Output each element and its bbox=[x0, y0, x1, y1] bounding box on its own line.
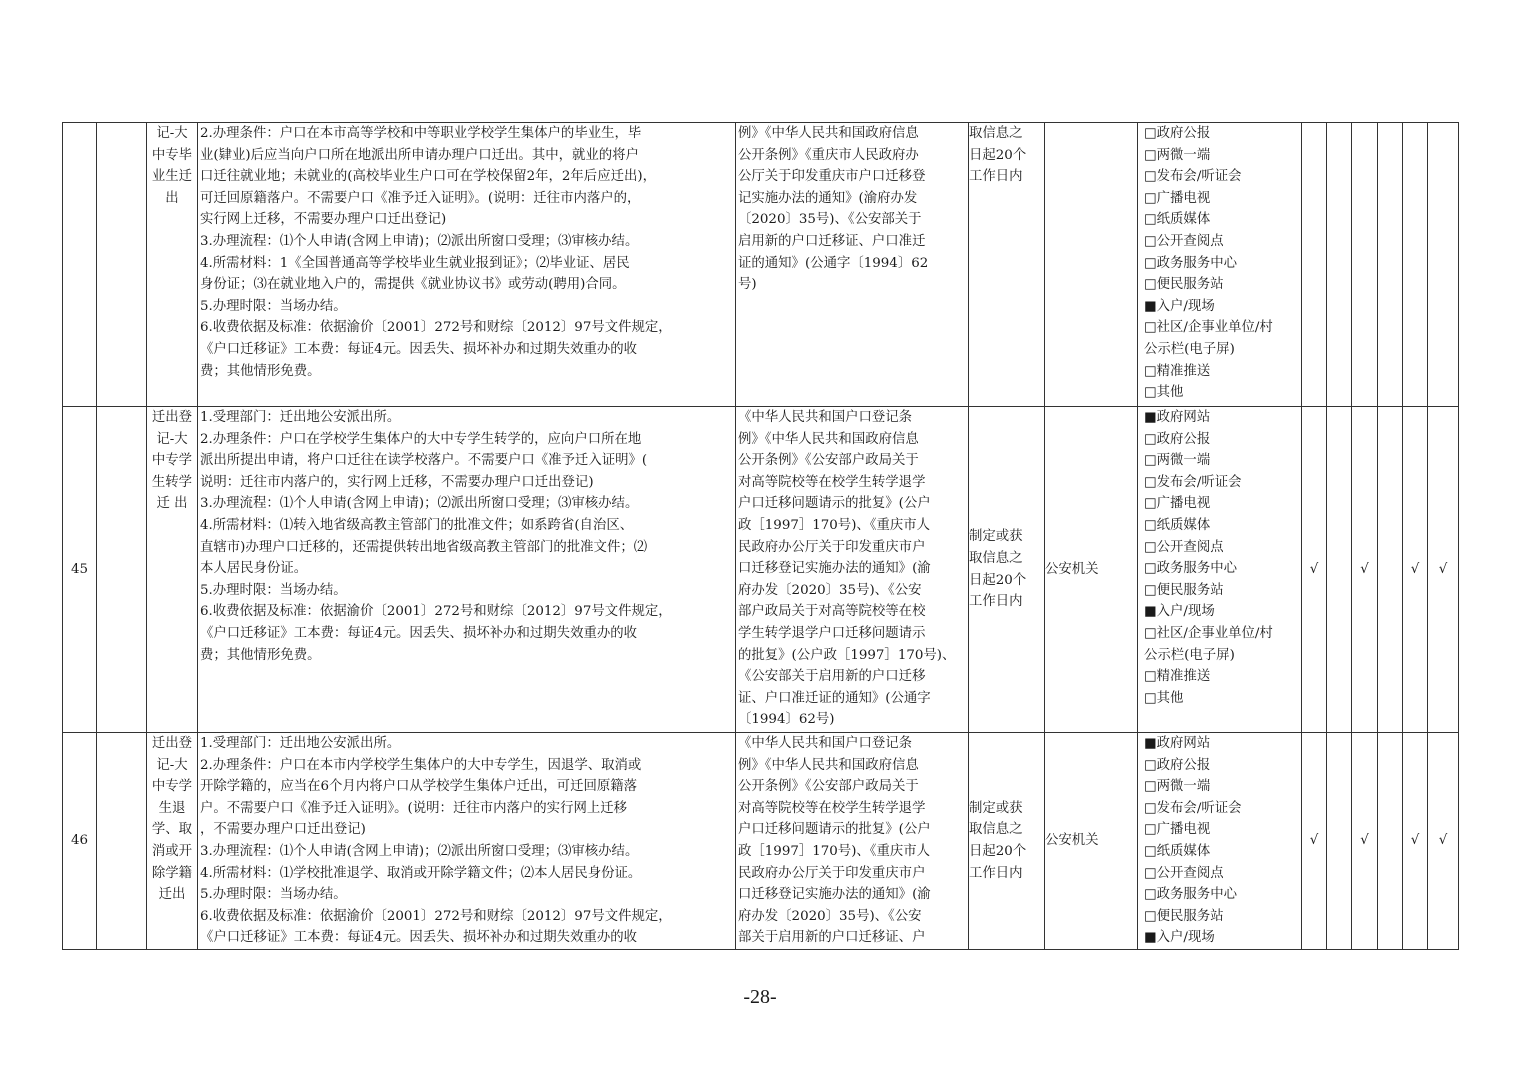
channel-item: □公开查阅点 bbox=[1144, 233, 1224, 249]
channel-item: □社区/企事业单位/村 bbox=[1144, 320, 1273, 336]
description-line: 《户口迁移证》工本费：每证4元。因丢失、损坏补办和过期失效重办的收 bbox=[200, 930, 638, 946]
channel-item: ■入户/现场 bbox=[1144, 604, 1215, 620]
description-line: 4.所需材料：1《全国普通高等学校毕业生就业报到证》；⑵毕业证、居民 bbox=[200, 255, 630, 271]
basis-line: 的批复》(公户政［1997］170号)、 bbox=[738, 647, 956, 663]
check-cell: √ bbox=[1302, 733, 1327, 950]
description-line: 开除学籍的，应当在6个月内将户口从学校学生集体户迁出，可迁回原籍落 bbox=[200, 779, 638, 795]
description-line: 实行网上迁移，不需要办理户口迁出登记) bbox=[200, 212, 447, 228]
subject-cell: 公安机关 bbox=[1045, 733, 1138, 950]
channel-item: □公开查阅点 bbox=[1144, 865, 1224, 881]
description-line: 本人居民身份证。 bbox=[200, 561, 308, 577]
basis-line: 〔1994〕62号) bbox=[738, 712, 835, 728]
table-row bbox=[63, 123, 1459, 407]
basis-line: 民政府办公厅关于印发重庆市户 bbox=[738, 539, 926, 555]
empty-cell bbox=[97, 123, 147, 407]
item-description-cell bbox=[198, 407, 736, 733]
description-line: 直辖市)办理户口迁移的，还需提供转出地省级高教主管部门的批准文件；⑵ bbox=[200, 539, 648, 555]
basis-line: 例》《中华人民共和国政府信息 bbox=[738, 126, 919, 141]
item-description-cell bbox=[198, 733, 736, 950]
time-line: 制定或获 bbox=[969, 800, 1023, 816]
channels-cell bbox=[1138, 733, 1302, 950]
row-index: 45 bbox=[63, 407, 97, 733]
channel-item: □广播电视 bbox=[1144, 190, 1211, 206]
channel-item: □便民服务站 bbox=[1144, 582, 1224, 598]
check-cell: √ bbox=[1428, 407, 1459, 733]
table-row bbox=[63, 733, 1459, 950]
table-row bbox=[63, 407, 1459, 733]
check-cell: √ bbox=[1352, 733, 1378, 950]
item-name-line: 除学籍 bbox=[151, 865, 193, 881]
check-cell: √ bbox=[1352, 407, 1378, 733]
disclosure-table bbox=[62, 122, 1459, 950]
legal-basis-cell bbox=[736, 407, 969, 733]
description-line: 1.受理部门：迁出地公安派出所。 bbox=[200, 410, 401, 425]
basis-line: 《中华人民共和国户口登记条 bbox=[738, 736, 913, 751]
empty-cell bbox=[97, 407, 147, 733]
channel-item: □其他 bbox=[1144, 385, 1184, 401]
channel-item: □公开查阅点 bbox=[1144, 539, 1224, 555]
page-number: -28- bbox=[743, 986, 777, 1008]
basis-line: 政［1997］170号)、《重庆市人 bbox=[738, 517, 931, 533]
description-line: 5.办理时限：当场办结。 bbox=[200, 887, 347, 903]
check-cell bbox=[1327, 123, 1352, 407]
time-line: 日起20个 bbox=[969, 843, 1027, 859]
description-line: 《户口迁移证》工本费：每证4元。因丢失、损坏补办和过期失效重办的收 bbox=[200, 625, 638, 641]
channels-cell bbox=[1138, 407, 1302, 733]
channels-cell bbox=[1138, 123, 1302, 407]
description-line: 6.收费依据及标准：依据渝价〔2001〕272号和财综〔2012〕97号文件规定， bbox=[200, 604, 672, 620]
channel-item: □两微一端 bbox=[1144, 453, 1211, 469]
channel-item: □便民服务站 bbox=[1144, 277, 1224, 293]
item-description-cell bbox=[198, 123, 736, 407]
basis-line: 户口迁移问题请示的批复》(公户 bbox=[738, 822, 931, 838]
channel-item: □广播电视 bbox=[1144, 496, 1211, 512]
basis-line: 部关于启用新的户口迁移证、户 bbox=[738, 930, 926, 946]
channel-item: □两微一端 bbox=[1144, 779, 1211, 795]
channel-item: ■政府网站 bbox=[1144, 736, 1211, 751]
basis-line: 例》《中华人民共和国政府信息 bbox=[738, 757, 919, 773]
channel-item: □便民服务站 bbox=[1144, 908, 1224, 924]
description-line: 4.所需材料：⑴学校批准退学、取消或开除学籍文件；⑵本人居民身份证。 bbox=[200, 865, 642, 881]
time-line: 工作日内 bbox=[969, 169, 1023, 185]
time-limit-cell bbox=[969, 733, 1045, 950]
basis-line: 政［1997］170号)、《重庆市人 bbox=[738, 843, 931, 859]
channel-item: □发布会/听证会 bbox=[1144, 474, 1242, 490]
basis-line: 口迁移登记实施办法的通知》(渝 bbox=[738, 561, 931, 577]
time-line: 日起20个 bbox=[969, 147, 1027, 163]
item-name-cell bbox=[147, 733, 198, 950]
time-line: 工作日内 bbox=[969, 865, 1023, 881]
basis-line: 户口迁移问题请示的批复》(公户 bbox=[738, 496, 931, 512]
subject-cell bbox=[1045, 123, 1138, 407]
item-name-line: 记-大 bbox=[156, 757, 188, 773]
description-line: 费；其他情形免费。 bbox=[200, 647, 321, 663]
basis-line: 学生转学退学户口迁移问题请示 bbox=[738, 625, 926, 641]
basis-line: 府办发〔2020〕35号)、《公安 bbox=[738, 582, 922, 598]
channel-item: □其他 bbox=[1144, 690, 1184, 706]
basis-line: 启用新的户口迁移证、户口准迁 bbox=[738, 233, 926, 249]
check-cell bbox=[1302, 123, 1327, 407]
description-line: 2.办理条件：户口在学校学生集体户的大中专学生转学的，应向户口所在地 bbox=[200, 431, 642, 447]
basis-line: 《公安部关于启用新的户口迁移 bbox=[738, 669, 926, 685]
time-line: 制定或获 bbox=[969, 529, 1023, 545]
item-name-cell bbox=[147, 123, 198, 407]
item-name-cell bbox=[147, 407, 198, 733]
channel-item: 公示栏(电子屏) bbox=[1144, 647, 1235, 663]
check-cell bbox=[1378, 733, 1403, 950]
basis-line: 口迁移登记实施办法的通知》(渝 bbox=[738, 887, 931, 903]
item-name-line: 迁出登 bbox=[151, 736, 193, 751]
channel-item: □政务服务中心 bbox=[1144, 561, 1237, 577]
description-line: 费；其他情形免费。 bbox=[200, 363, 321, 379]
description-line: ，不需要办理户口迁出登记) bbox=[200, 822, 366, 838]
check-cell bbox=[1378, 123, 1403, 407]
description-line: 1.受理部门：迁出地公安派出所。 bbox=[200, 736, 401, 751]
basis-line: 公开条例》《重庆市人民政府办 bbox=[738, 147, 919, 163]
basis-line: 府办发〔2020〕35号)、《公安 bbox=[738, 908, 922, 924]
channel-item: □纸质媒体 bbox=[1144, 212, 1211, 228]
time-line: 取信息之 bbox=[969, 822, 1023, 838]
basis-line: 号) bbox=[738, 277, 757, 293]
item-name-line: 学、取 bbox=[151, 822, 193, 838]
basis-line: 对高等院校等在校学生转学退学 bbox=[738, 800, 926, 816]
basis-line: 公开条例》《公安部户政局关于 bbox=[738, 779, 919, 795]
description-line: 业(肄业)后应当向户口所在地派出所申请办理户口迁出。其中，就业的将户 bbox=[200, 147, 639, 163]
item-name-line: 记-大 bbox=[156, 126, 188, 141]
description-line: 户。不需要户口《准予迁入证明》。(说明：迁往市内落户的实行网上迁移 bbox=[200, 800, 628, 816]
description-line: 可迁回原籍落户。不需要户口《准予迁入证明》。(说明：迁往市内落户的， bbox=[200, 190, 641, 206]
check-cell bbox=[1352, 123, 1378, 407]
item-name-line: 中专学 bbox=[151, 779, 193, 795]
item-name-line: 迁出登 bbox=[151, 410, 193, 425]
description-line: 5.办理时限：当场办结。 bbox=[200, 298, 347, 314]
description-line: 《户口迁移证》工本费：每证4元。因丢失、损坏补办和过期失效重办的收 bbox=[200, 341, 638, 357]
description-line: 4.所需材料：⑴转入地省级高教主管部门的批准文件；如系跨省(自治区、 bbox=[200, 517, 634, 533]
item-name-line: 迁 出 bbox=[156, 496, 188, 512]
channel-item: ■入户/现场 bbox=[1144, 298, 1215, 314]
check-cell bbox=[1403, 123, 1428, 407]
description-line: 5.办理时限：当场办结。 bbox=[200, 582, 347, 598]
channel-item: □纸质媒体 bbox=[1144, 843, 1211, 859]
basis-line: 例》《中华人民共和国政府信息 bbox=[738, 431, 919, 447]
channel-item: ■政府网站 bbox=[1144, 410, 1211, 425]
channel-item: ■入户/现场 bbox=[1144, 930, 1215, 946]
description-line: 2.办理条件：户口在本市内学校学生集体户的大中专学生，因退学、取消或 bbox=[200, 757, 642, 773]
item-name-line: 中专毕 bbox=[151, 147, 193, 163]
check-cell bbox=[1327, 407, 1352, 733]
row-index bbox=[63, 123, 97, 407]
channel-item: □政务服务中心 bbox=[1144, 255, 1237, 271]
description-line: 3.办理流程：⑴个人申请(含网上申请)；⑵派出所窗口受理；⑶审核办结。 bbox=[200, 496, 639, 512]
channel-item: □纸质媒体 bbox=[1144, 517, 1211, 533]
channel-item: □政府公报 bbox=[1144, 431, 1211, 447]
subject-cell: 公安机关 bbox=[1045, 407, 1138, 733]
description-line: 口迁往就业地；未就业的(高校毕业生户口可在学校保留2年，2年后应迁出)， bbox=[200, 169, 656, 185]
description-line: 3.办理流程：⑴个人申请(含网上申请)；⑵派出所窗口受理；⑶审核办结。 bbox=[200, 843, 639, 859]
basis-line: 公开条例》《公安部户政局关于 bbox=[738, 453, 919, 469]
channel-item: □发布会/听证会 bbox=[1144, 800, 1242, 816]
check-cell: √ bbox=[1302, 407, 1327, 733]
description-line: 6.收费依据及标准：依据渝价〔2001〕272号和财综〔2012〕97号文件规定， bbox=[200, 320, 672, 336]
row-index: 46 bbox=[63, 733, 97, 950]
basis-line: 证、户口准迁证的通知》(公通字 bbox=[738, 690, 931, 706]
description-line: 3.办理流程：⑴个人申请(含网上申请)；⑵派出所窗口受理；⑶审核办结。 bbox=[200, 233, 639, 249]
basis-line: 民政府办公厅关于印发重庆市户 bbox=[738, 865, 926, 881]
channel-item: □社区/企事业单位/村 bbox=[1144, 625, 1273, 641]
channel-item: □两微一端 bbox=[1144, 147, 1211, 163]
channel-item: 公示栏(电子屏) bbox=[1144, 341, 1235, 357]
channel-item: □精准推送 bbox=[1144, 669, 1211, 685]
basis-line: 〔2020〕35号)、《公安部关于 bbox=[738, 212, 922, 228]
item-name-line: 中专学 bbox=[151, 453, 193, 469]
time-line: 工作日内 bbox=[969, 594, 1023, 610]
basis-line: 对高等院校等在校学生转学退学 bbox=[738, 474, 926, 490]
legal-basis-cell bbox=[736, 733, 969, 950]
description-line: 说明：迁往市内落户的，实行网上迁移，不需要办理户口迁出登记) bbox=[200, 474, 594, 490]
description-line: 派出所提出申请，将户口迁往在读学校落户。不需要户口《准予迁入证明》( bbox=[200, 453, 648, 469]
basis-line: 证的通知》(公通字〔1994〕62 bbox=[738, 255, 929, 271]
check-cell bbox=[1378, 407, 1403, 733]
time-line: 取信息之 bbox=[969, 126, 1023, 141]
item-name-line: 生退 bbox=[158, 800, 186, 816]
item-name-line: 记-大 bbox=[156, 431, 188, 447]
check-cell: √ bbox=[1403, 407, 1428, 733]
item-name-line: 迁出 bbox=[158, 887, 186, 903]
empty-cell bbox=[97, 733, 147, 950]
table-body bbox=[63, 123, 1459, 950]
item-name-line: 消或开 bbox=[151, 843, 193, 859]
description-line: 身份证；⑶在就业地入户的，需提供《就业协议书》或劳动(聘用)合同。 bbox=[200, 277, 626, 293]
basis-line: 记实施办法的通知》(渝府办发 bbox=[738, 190, 918, 206]
channel-item: □精准推送 bbox=[1144, 363, 1211, 379]
time-line: 取信息之 bbox=[969, 550, 1023, 566]
basis-line: 《中华人民共和国户口登记条 bbox=[738, 410, 913, 425]
item-name-line: 生转学 bbox=[151, 474, 193, 490]
item-name-line: 业生迁 bbox=[151, 169, 193, 185]
basis-line: 公厅关于印发重庆市户口迁移登 bbox=[738, 169, 926, 185]
item-name-line: 出 bbox=[165, 190, 179, 206]
time-line: 日起20个 bbox=[969, 572, 1027, 588]
time-limit-cell bbox=[969, 407, 1045, 733]
channel-item: □广播电视 bbox=[1144, 822, 1211, 838]
channel-item: □发布会/听证会 bbox=[1144, 169, 1242, 185]
check-cell: √ bbox=[1403, 733, 1428, 950]
check-cell bbox=[1327, 733, 1352, 950]
time-limit-cell bbox=[969, 123, 1045, 407]
description-line: 2.办理条件：户口在本市高等学校和中等职业学校学生集体户的毕业生，毕 bbox=[200, 126, 642, 141]
channel-item: □政务服务中心 bbox=[1144, 887, 1237, 903]
legal-basis-cell bbox=[736, 123, 969, 407]
check-cell: √ bbox=[1428, 733, 1459, 950]
check-cell bbox=[1428, 123, 1459, 407]
basis-line: 部户政局关于对高等院校等在校 bbox=[738, 604, 926, 620]
channel-item: □政府公报 bbox=[1144, 757, 1211, 773]
description-line: 6.收费依据及标准：依据渝价〔2001〕272号和财综〔2012〕97号文件规定， bbox=[200, 908, 672, 924]
channel-item: □政府公报 bbox=[1144, 126, 1211, 141]
